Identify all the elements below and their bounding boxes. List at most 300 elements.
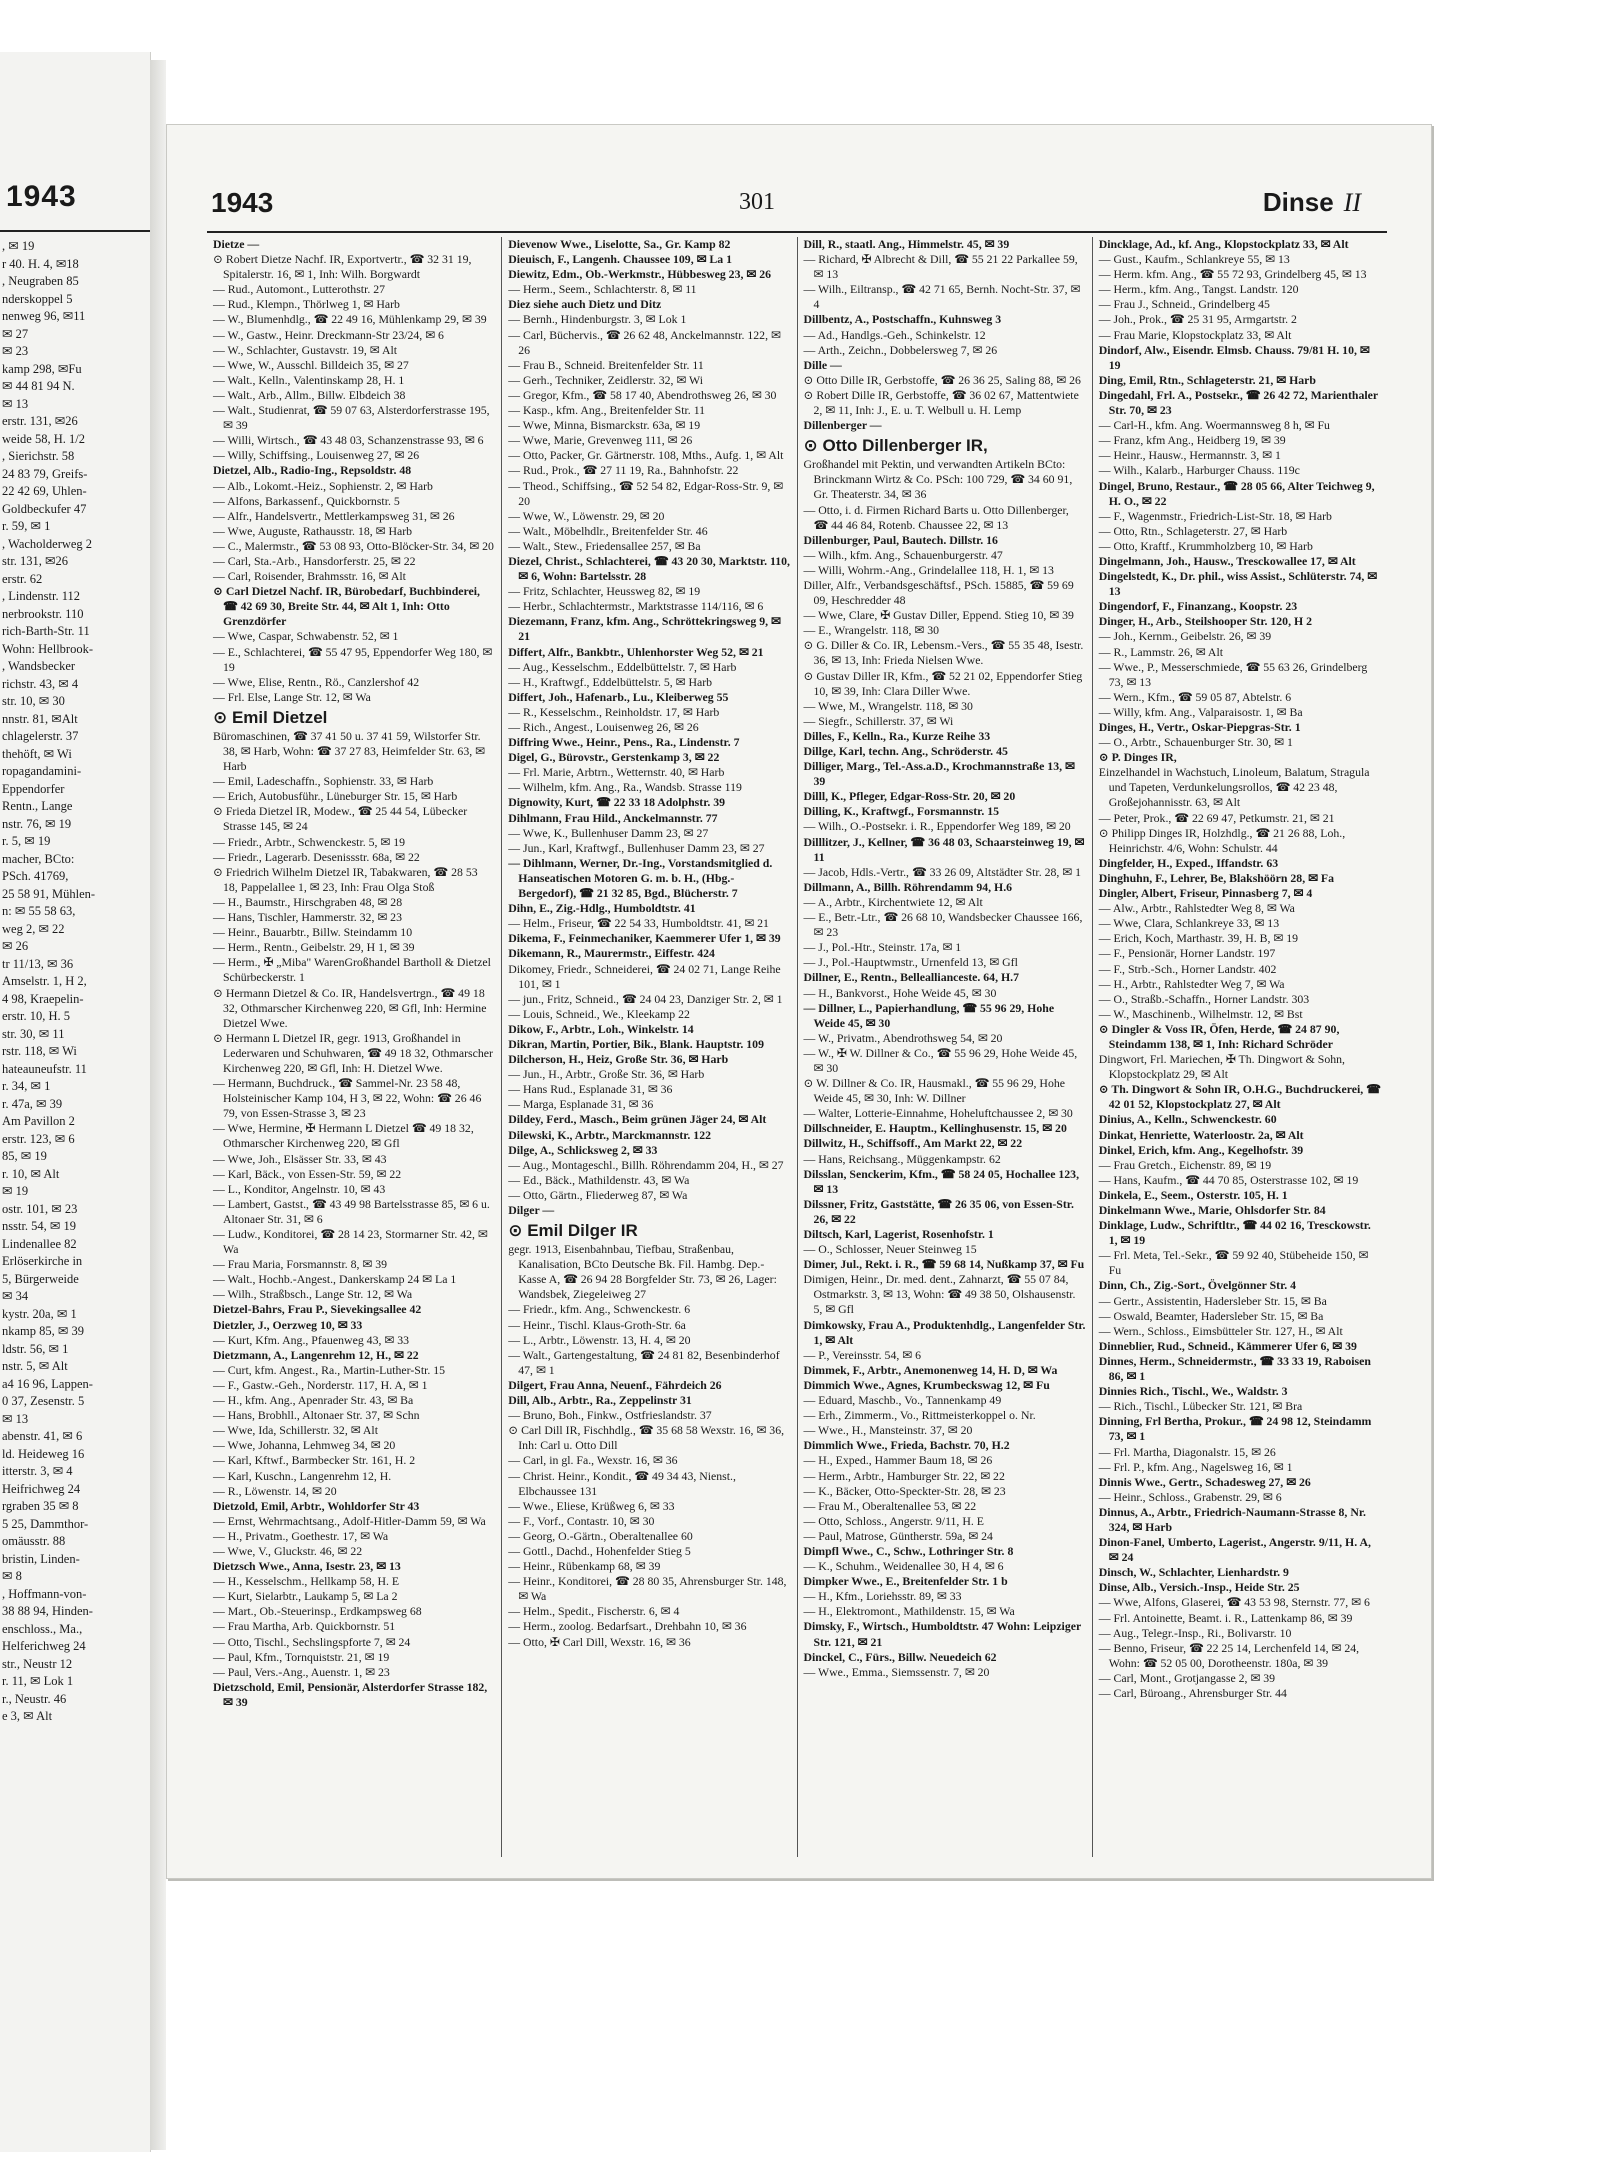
directory-entry: Dildey, Ferd., Masch., Beim grünen Jäger 24, ✉ Alt: [508, 1112, 767, 1127]
directory-entry: — R., Lammstr. 26, ✉ Alt: [1098, 644, 1224, 659]
directory-entry: Dillwitz, H., Schiffsoff., Am Markt 22, ✉ 22: [803, 1136, 1023, 1151]
directory-entry: — H., Kraftwgf., Eddelbüttelstr. 5, ✉ Harb: [508, 674, 713, 689]
directory-entry: — Gust., Kaufm., Schlankreye 55, ✉ 13: [1098, 252, 1290, 267]
directory-entry: — Alfons, Barkassenf., Quickbornstr. 5: [213, 493, 400, 508]
directory-entry: Dietzler, J., Oerzweg 10, ✉ 33: [213, 1317, 363, 1332]
directory-entry: — Rich., Tischl., Lübecker Str. 121, ✉ Bra: [1098, 1399, 1303, 1414]
directory-entry: — Wwe, Joh., Elsässer Str. 33, ✉ 43: [213, 1151, 387, 1166]
directory-entry: — Frl. Meta, Tel.-Sekr., ☎ 59 92 40, Stübeheide 150, ✉ Fu: [1098, 1248, 1369, 1278]
directory-entry: — Carl, Büchervis., ☎ 26 62 48, Anckelmannstr. 122, ✉ 26: [508, 327, 781, 357]
directory-entry: — F., Strb.-Sch., Horner Landstr. 402: [1098, 961, 1277, 976]
directory-entry: ⊙ G. Diller & Co. IR, Lebensm.-Vers., ☎ 55 35 48, Isestr. 36, ✉ 13, Inh: Frieda Nielsen Wwe.: [803, 638, 1084, 668]
previous-page-line: hateauneufstr. 11: [2, 1061, 87, 1076]
previous-page-line: ✉ 8: [2, 1569, 22, 1583]
directory-entry: — H., Baumstr., Hirschgraben 48, ✉ 28: [213, 894, 403, 909]
previous-page-lines: [2, 238, 148, 1726]
directory-entry: Dimsky, F., Wirtsch., Humboldtstr. 47 Wohn: Leipziger Str. 121, ✉ 21: [803, 1619, 1081, 1649]
directory-entry: — Wwe., P., Messerschmiede, ☎ 55 63 26, Grindelberg 73, ✉ 13: [1098, 659, 1368, 689]
directory-entry: — Carl, Sta.-Arb., Hansdorferstr. 25, ✉ 22: [213, 553, 416, 568]
directory-entry: Dillschneider, E. Hauptm., Kellinghusenstr. 15, ✉ 20: [803, 1121, 1067, 1136]
directory-entry: ⊙ W. Dillner & Co. IR, Hausmakl., ☎ 55 96 29, Hohe Weide 45, ✉ 30, Inh: W. Dillner: [803, 1076, 1065, 1106]
directory-entry: — Joh., Kernm., Geibelstr. 26, ✉ 39: [1098, 629, 1272, 644]
directory-entry: Dimmek, F., Arbtr., Anemonenweg 14, H. D, ✉ Wa: [803, 1362, 1058, 1377]
directory-entry: — Gottl., Dachd., Hohenfelder Stieg 5: [508, 1543, 691, 1558]
previous-page-line: r. 11, ✉ Lok 1: [2, 1674, 74, 1688]
directory-entry: — Walter, Lotterie-Einnahme, Hoheluftchaussee 2, ✉ 30: [803, 1106, 1073, 1121]
directory-entry: Diltsch, Karl, Lagerist, Rosenhofstr. 1: [803, 1227, 994, 1241]
directory-entry: — Frau Martha, Arb. Quickbornstr. 51: [213, 1619, 396, 1634]
previous-page-line: r. 59, ✉ 1: [2, 519, 51, 533]
directory-column-1: [207, 237, 501, 1857]
directory-entry: — Frl. P., kfm. Ang., Nagelsweg 16, ✉ 1: [1098, 1459, 1293, 1474]
directory-entry: — Wern., Schloss., Eimsbütteler Str. 127, H., ✉ Alt: [1098, 1323, 1343, 1338]
directory-entry: Diezemann, Franz, kfm. Ang., Schröttekringsweg 9, ✉ 21: [508, 614, 781, 644]
directory-entry: — R., Kesselschm., Reinholdstr. 17, ✉ Harb: [508, 704, 720, 719]
directory-entry: — Herm., Arbtr., Hamburger Str. 22, ✉ 22: [803, 1468, 1005, 1483]
directory-entry: — Herm., kfm. Ang., Tangst. Landstr. 120: [1098, 282, 1299, 297]
directory-entry: — Frau M., Oberaltenallee 53, ✉ 22: [803, 1498, 977, 1513]
directory-entry: — Wwe, Ida, Schillerstr. 32, ✉ Alt: [213, 1423, 378, 1438]
directory-entry: — Otto, Packer, Gr. Gärtnerstr. 108, Mths., Aufg. 1, ✉ Alt: [508, 448, 784, 463]
previous-page-line: , Neugraben 85: [2, 274, 79, 288]
previous-page-line: nstr. 5, ✉ Alt: [2, 1359, 68, 1373]
directory-entry: — Friedr., Arbtr., Schwenckestr. 5, ✉ 19: [213, 834, 406, 849]
directory-entry: — Wwe, W., Ausschl. Billdeich 35, ✉ 27: [213, 357, 409, 372]
page-header: [167, 187, 1431, 227]
directory-entry: Dingendorf, F., Finanzang., Koopstr. 23: [1098, 599, 1298, 614]
directory-entry: — Marga, Esplanade 31, ✉ 36: [508, 1097, 654, 1112]
directory-entry: — Benno, Friseur, ☎ 22 25 14, Lerchenfeld 14, ✉ 24, Wohn: ☎ 52 05 00, Dorotheenstr. 180a, ✉ 39: [1098, 1640, 1360, 1670]
directory-entry: — F., Gastw.-Geh., Norderstr. 117, H. A, ✉ 1: [213, 1377, 428, 1392]
directory-entry: Großhandel mit Pektin, und verwandten Artikeln BCto: Brinckmann Wirtz & Co. PSch: 100 729, ☎ 34 60 91, Gr. Theaterstr. 34, ✉ 36: [803, 457, 1073, 502]
directory-entry: — Paul, Kfm., Tornquiststr. 21, ✉ 19: [213, 1649, 390, 1664]
header-year: 1943: [211, 187, 274, 218]
previous-page-line: r., Neustr. 46: [2, 1691, 67, 1706]
directory-entry: ⊙ Robert Dille IR, Gerbstoffe, ☎ 36 02 67, Mattentwiete 2, ✉ 11, Inh: J., E. u. T. Welbull u. H. Lemp: [803, 387, 1079, 418]
directory-entry: — W., Maschinenb., Wilhelmstr. 12, ✉ Bst: [1098, 1006, 1303, 1021]
directory-entry: Dilgert, Frau Anna, Neuenf., Fährdeich 26: [508, 1377, 722, 1392]
directory-entry: — Herm., zoolog. Bedarfsart., Drehbahn 10, ✉ 36: [508, 1619, 747, 1634]
directory-entry: — Herm., Rentn., Geibelstr. 29, H 1, ✉ 39: [213, 940, 415, 955]
directory-entry: gegr. 1913, Eisenbahnbau, Tiefbau, Straßenbau, Kanalisation, BCto Deutsche Bk. Fil. Hambg. Dep.-Kasse A, ☎ 26 94 28 Borgfelder Str. 73, ✉ 26, Lager: Wandsbek, Ziegeleiweg 27: [508, 1242, 777, 1302]
directory-entry: — H., Arbtr., Rahlstedter Weg 7, ✉ Wa: [1098, 976, 1285, 991]
directory-entry: — O., Straßb.-Schaffn., Horner Landstr. 303: [1098, 991, 1310, 1006]
directory-entry: — Wwe., H., Mansteinstr. 37, ✉ 20: [803, 1423, 973, 1438]
directory-entry: — Erich, Koch, Marthastr. 39, H. B, ✉ 19: [1098, 931, 1299, 946]
directory-entry: — Frau Gretch., Eichenstr. 89, ✉ 19: [1098, 1157, 1272, 1172]
directory-entry: — Heinr., Rübenkamp 68, ✉ 39: [508, 1559, 661, 1574]
directory-entry: — Hans, Reichsang., Müggenkampstr. 62: [803, 1151, 1001, 1166]
directory-entry: Dillmann, A., Billh. Röhrendamm 94, H.6: [803, 879, 1013, 894]
previous-page-line: ostr. 101, ✉ 23: [2, 1201, 78, 1216]
directory-entry: — Franz, kfm Ang., Heidberg 19, ✉ 39: [1098, 433, 1286, 448]
directory-entry: — R., Löwenstr. 14, ✉ 20: [213, 1483, 337, 1498]
previous-page-line: Erlöserkirche in: [2, 1254, 83, 1268]
directory-entry: — H., kfm. Ang., Apenrader Str. 43, ✉ Ba: [213, 1393, 414, 1408]
header-volume: II: [1343, 188, 1361, 217]
directory-entry: — Ad., Handlgs.-Geh., Schinkelstr. 12: [803, 327, 986, 342]
directory-entry: — Alb., Lokomt.-Heiz., Sophienstr. 2, ✉ Harb: [213, 478, 433, 493]
previous-page-line: 22 42 69, Uhlen-: [2, 484, 87, 498]
directory-entry: — Wilh., Eiltransp., ☎ 42 71 65, Bernh. Nocht-Str. 37, ✉ 4: [803, 282, 1081, 312]
directory-entry: Diezel, Christ., Schlachterei, ☎ 43 20 30, Marktstr. 110, ✉ 6, Wohn: Bartelsstr. 28: [508, 553, 790, 584]
directory-entry: — Eduard, Maschb., Vo., Tannenkamp 49: [803, 1393, 1002, 1408]
directory-entry: — E., Schlachterei, ☎ 55 47 95, Eppendorfer Weg 180, ✉ 19: [213, 644, 493, 674]
directory-entry: Diewitz, Edm., Ob.-Werkmstr., Hübbesweg 23, ✉ 26: [508, 267, 772, 282]
directory-entry: Dingedahl, Frl. A., Postsekr., ☎ 26 42 72, Marienthaler Str. 70, ✉ 23: [1098, 387, 1378, 418]
directory-entry: — Erh., Zimmerm., Vo., Rittmeisterkoppel o. Nr.: [803, 1408, 1036, 1423]
previous-page-line: 4 98, Kraepelin-: [2, 991, 84, 1006]
previous-page-line: macher, BCto:: [2, 851, 75, 866]
previous-page-line: erstr. 62: [2, 571, 43, 586]
previous-page-line: , Hoffmann-von-: [2, 1586, 87, 1601]
directory-entry: Dievenow Wwe., Liselotte, Sa., Gr. Kamp 82: [508, 237, 731, 251]
directory-entry: Dinkela, E., Seem., Osterstr. 105, H. 1: [1098, 1187, 1288, 1202]
directory-entry: ⊙ Philipp Dinges IR, Holzhdlg., ☎ 21 26 88, Loh., Heinrichstr. 4/6, Wohn: Schulstr. 44: [1098, 825, 1346, 855]
previous-page-line: a4 16 96, Lappen-: [2, 1376, 93, 1391]
directory-entry: — Dihlmann, Werner, Dr.-Ing., Vorstandsmitglied d. Hanseatischen Motoren G. m. b. H., (Hbg.-Bergedorf), ☎ 21 32 85, Bgd., Blücherstr. 7: [508, 855, 773, 901]
directory-entry: — Wwe., Emma., Siemssenstr. 7, ✉ 20: [803, 1664, 990, 1679]
directory-entry: Dimpker Wwe., E., Breitenfelder Str. 1 b: [803, 1574, 1008, 1589]
directory-entry: — Otto, Rtn., Schlageterstr. 27, ✉ Harb: [1098, 523, 1288, 538]
directory-entry: — Willi, Wohrm.-Ang., Grindelallee 118, H. 1, ✉ 13: [803, 562, 1054, 577]
directory-entry: — Friedr., kfm. Ang., Schwenckestr. 6: [508, 1302, 691, 1317]
directory-entry: — K., Bäcker, Otto-Speckter-Str. 28, ✉ 23: [803, 1483, 1006, 1498]
directory-entry: — Wwe, Johanna, Lehmweg 34, ✉ 20: [213, 1438, 396, 1453]
directory-entry: — Wwe, Hermine, ✠ Hermann L Dietzel ☎ 49 18 32, Othmarscher Kirchenweg 220, ✉ Gfl: [213, 1121, 474, 1151]
previous-page-line: nderskoppel 5: [2, 291, 73, 306]
directory-entry: — Aug., Kesselschm., Eddelbüttelstr. 7, ✉ Harb: [508, 659, 737, 674]
directory-entry: Dilger —: [508, 1203, 555, 1217]
directory-entry: — L., Konditor, Angelnstr. 10, ✉ 43: [213, 1181, 386, 1196]
directory-entry: — Lambert, Gastst., ☎ 43 49 98 Bartelsstrasse 85, ✉ 6 u. Altonaer Str. 31, ✉ 6: [213, 1196, 490, 1226]
directory-entry: — Heinr., Bauarbtr., Billw. Steindamm 10: [213, 925, 413, 940]
previous-page-line: ✉ 26: [2, 939, 29, 953]
directory-entry: Dimkowsky, Frau A., Produktenhdlg., Langenfelder Str. 1, ✉ Alt: [803, 1317, 1086, 1347]
previous-page-line: nkamp 85, ✉ 39: [2, 1324, 84, 1338]
directory-entry: — Walt., Studienrat, ☎ 59 07 63, Alsterdorferstrasse 195, ✉ 39: [213, 403, 490, 433]
directory-entry: — Fritz, Schlachter, Heussweg 82, ✉ 19: [508, 584, 701, 599]
directory-entry: Dinnis Wwe., Gertr., Schadesweg 27, ✉ 26: [1098, 1474, 1311, 1489]
directory-entry: — Joh., Prok., ☎ 25 31 95, Armgartstr. 2: [1098, 312, 1297, 327]
directory-entry: — Herm. kfm. Ang., ☎ 55 72 93, Grindelberg 45, ✉ 13: [1098, 267, 1367, 282]
directory-entry: — Frau Maria, Forsmannstr. 8, ✉ 39: [213, 1257, 388, 1272]
directory-entry: — W., Schlachter, Gustavstr. 19, ✉ Alt: [213, 342, 398, 357]
directory-entry: — Rud., Klempn., Thörlweg 1, ✉ Harb: [213, 297, 400, 312]
directory-entry: ⊙ Robert Dietze Nachf. IR, Exportvertr., ☎ 32 31 19, Spitalerstr. 16, ✉ 1, Inh: Wilh. Borgwardt: [213, 252, 472, 282]
previous-page-line: rgraben 35 ✉ 8: [2, 1499, 79, 1513]
previous-page-line: enschloss., Ma.,: [2, 1621, 83, 1636]
directory-entry: — H., Exped., Hammer Baum 18, ✉ 26: [803, 1453, 993, 1468]
directory-entry: — Otto, ✠ Carl Dill, Wexstr. 16, ✉ 36: [508, 1634, 691, 1649]
directory-entry: Dingelmann, Joh., Hausw., Tresckowallee 17, ✉ Alt: [1098, 553, 1356, 568]
directory-entry: — Bruno, Boh., Finkw., Ostfrieslandstr. 37: [508, 1408, 712, 1423]
directory-entry: — Willy, Schiffsing., Louisenweg 27, ✉ 26: [213, 448, 420, 463]
directory-entry: — Richard, ✠ Albrecht & Dill, ☎ 55 21 22 Parkallee 59, ✉ 13: [803, 252, 1078, 282]
directory-entry: Dietzsch Wwe., Anna, Isestr. 23, ✉ 13: [213, 1559, 401, 1574]
directory-entry: Dincklage, Ad., kf. Ang., Klopstockplatz 33, ✉ Alt: [1098, 237, 1349, 251]
directory-entry: Dinkel, Erich, kfm. Ang., Kegelhofstr. 39: [1098, 1142, 1304, 1157]
directory-entry: Büromaschinen, ☎ 37 41 50 u. 37 41 59, Wilstorfer Str. 38, ✉ Harb, Wohn: ☎ 37 27 83, Heimfelder Str. 63, ✉ Harb: [213, 728, 485, 774]
directory-entry: — Kasp., kfm. Ang., Breitenfelder Str. 11: [508, 403, 706, 418]
directory-entry: Dillge, Karl, techn. Ang., Schröderstr. 45: [803, 744, 1008, 758]
directory-entry: Dinklage, Ludw., Schriftltr., ☎ 44 02 16, Tresckowstr. 1, ✉ 19: [1098, 1218, 1371, 1248]
directory-entry: — Hans, Tischler, Hammerstr. 32, ✉ 23: [213, 910, 402, 925]
directory-entry: — Gregor, Kfm., ☎ 58 17 40, Abendrothsweg 26, ✉ 30: [508, 387, 777, 402]
directory-entry: — Alfr., Handelsvertr., Mettlerkampsweg 31, ✉ 26: [213, 508, 455, 523]
directory-entry: Dill, R., staatl. Ang., Himmelstr. 45, ✉ 39: [803, 237, 1010, 251]
directory-entry: — Carl, Büroang., Ahrensburger Str. 44: [1098, 1686, 1287, 1700]
previous-page-line: erstr. 123, ✉ 6: [2, 1131, 75, 1146]
previous-page-line: weg 2, ✉ 22: [2, 921, 65, 936]
directory-entry: — J., Pol.-Hauptwmstr., Urnenfeld 13, ✉ Gfl: [803, 955, 1018, 970]
directory-entry: Dilsslan, Senckerim, Kfm., ☎ 58 24 05, Hochallee 123, ✉ 13: [803, 1166, 1080, 1196]
previous-page-line: , ✉ 19: [2, 239, 35, 253]
directory-entry: Dinning, Frl Bertha, Prokur., ☎ 24 98 12, Steindamm 73, ✉ 1: [1098, 1414, 1372, 1444]
directory-entry: — J., Pol.-Htr., Steinstr. 17a, ✉ 1: [803, 940, 962, 955]
directory-entry: Dille —: [803, 357, 842, 372]
directory-entry: — Wwe, W., Löwenstr. 29, ✉ 20: [508, 508, 665, 523]
directory-entry: Dingler, Albert, Friseur, Pinnasberg 7, ✉ 4: [1098, 886, 1313, 901]
directory-entry: — Paul, Matrose, Güntherstr. 59a, ✉ 24: [803, 1528, 993, 1543]
directory-entry: — H., Kesselschm., Hellkamp 58, H. E: [213, 1574, 400, 1589]
previous-page-line: erstr. 131, ✉26: [2, 414, 78, 428]
directory-entry: ⊙ Carl Dill IR, Fischhdlg., ☎ 35 68 58 Wexstr. 16, ✉ 36, Inh: Carl u. Otto Dill: [508, 1423, 785, 1453]
directory-entry: — Peter, Prok., ☎ 22 69 47, Petkumstr. 21, ✉ 21: [1098, 810, 1335, 825]
directory-entry: Dindorf, Alw., Eisendr. Elmsb. Chauss. 79/81 H. 10, ✉ 19: [1098, 342, 1370, 372]
directory-entry: — Wern., Kfm., ☎ 59 05 87, Abtelstr. 6: [1098, 689, 1292, 704]
directory-entry: Dingwort, Frl. Mariechen, ✠ Th. Dingwort & Sohn, Klopstockplatz 29, ✉ Alt: [1098, 1052, 1345, 1082]
directory-entry: — Walt., Arb., Allm., Billw. Elbdeich 38: [213, 387, 406, 402]
directory-entry: Dieuisch, F., Langenh. Chaussee 109, ✉ La 1: [508, 252, 733, 267]
previous-page-line: n: ✉ 55 58 63,: [2, 904, 76, 918]
directory-entry: — F., Vorf., Contastr. 10, ✉ 30: [508, 1513, 655, 1528]
directory-column-3: [797, 237, 1092, 1857]
directory-entry: — Herm., Seem., Schlachterstr. 8, ✉ 11: [508, 282, 697, 297]
directory-entry: — jun., Fritz, Schneid., ☎ 24 04 23, Danziger Str. 2, ✉ 1: [508, 991, 783, 1006]
directory-entry: Dinghuhn, F., Lehrer, Be, Blakshöörn 28, ✉ Fa: [1098, 870, 1335, 885]
directory-entry: ⊙ Friedrich Wilhelm Dietzel IR, Tabakwaren, ☎ 28 53 18, Pappelallee 1, ✉ 23, Inh: Frau Olga Stoß: [213, 864, 478, 894]
directory-entry: Diller, Alfr., Verbandsgeschäftsf., PSch. 15885, ☎ 59 69 09, Heschredder 48: [803, 577, 1074, 608]
directory-entry: Dikow, F., Arbtr., Loh., Winkelstr. 14: [508, 1021, 694, 1036]
directory-entry: Dill, Alb., Arbtr., Ra., Zeppelinstr 31: [508, 1393, 692, 1408]
directory-entry: — Erich, Autobusführ., Lüneburger Str. 15, ✉ Harb: [213, 789, 458, 804]
directory-entry: Dimigen, Heinr., Dr. med. dent., Zahnarzt, ☎ 55 07 84, Ostmarkstr. 3, ✉ 13, Wohn: ☎ 49 38 50, Olshausenstr. 5, ✉ Gfl: [803, 1272, 1076, 1317]
previous-page-line: nsstr. 54, ✉ 19: [2, 1219, 77, 1233]
directory-entry: Dietzel, Alb., Radio-Ing., Repsoldstr. 48: [213, 463, 412, 478]
directory-entry: Dimer, Jul., Rekt. i. R., ☎ 59 68 14, Nußkamp 37, ✉ Fu: [803, 1257, 1085, 1272]
directory-entry: — E., Wrangelstr. 118, ✉ 30: [803, 623, 940, 638]
directory-entry: Dillenberger —: [803, 418, 882, 433]
directory-entry: Dinckel, C., Fürs., Billw. Neuedeich 62: [803, 1649, 997, 1664]
directory-entry: Dilcherson, H., Heiz, Große Str. 36, ✉ Harb: [508, 1052, 729, 1067]
directory-entry: — Dillner, L., Papierhandlung, ☎ 55 96 29, Hohe Weide 45, ✉ 30: [803, 1000, 1055, 1030]
previous-page-line: , Lindenstr. 112: [2, 589, 81, 603]
directory-entry: Digel, G., Bürovstr., Gerstenkamp 3, ✉ 22: [508, 750, 720, 765]
directory-entry: Ding, Emil, Rtn., Schlageterstr. 21, ✉ Harb: [1098, 372, 1316, 387]
directory-page: [166, 124, 1432, 1879]
directory-entry: — H., Privatm., Goethestr. 17, ✉ Wa: [213, 1528, 389, 1543]
directory-entry: — Wwe, Alfons, Glaserei, ☎ 43 53 98, Sternstr. 77, ✉ 6: [1098, 1595, 1370, 1610]
previous-page-line: e 3, ✉ Alt: [2, 1709, 53, 1723]
directory-entry: Dinn, Ch., Zig.-Sort., Övelgönner Str. 4: [1098, 1278, 1297, 1293]
previous-page-line: weide 58, H. 1/2: [2, 431, 85, 446]
previous-page-line: kamp 298, ✉Fu: [2, 361, 82, 376]
directory-entry: — Wwe, M., Wrangelstr. 118, ✉ 30: [803, 698, 973, 713]
previous-page-line: ✉ 44 81 94 N.: [2, 379, 75, 393]
directory-entry: — Herbr., Schlachtermstr., Marktstrasse 114/116, ✉ 6: [508, 599, 764, 614]
previous-page-line: r. 47a, ✉ 39: [2, 1096, 63, 1111]
previous-page-line: rstr. 118, ✉ Wi: [2, 1044, 77, 1058]
previous-page-line: str. 10, ✉ 30: [2, 694, 65, 708]
directory-entry: — Heinr., Hausw., Hermannstr. 3, ✉ 1: [1098, 448, 1281, 463]
directory-entry: — Ludw., Konditorei, ☎ 28 14 23, Stormarner Str. 42, ✉ Wa: [213, 1227, 488, 1257]
directory-entry: — Wilh., Straßbsch., Lange Str. 12, ✉ Wa: [213, 1287, 413, 1302]
previous-page-line: ldstr. 56, ✉ 1: [2, 1341, 69, 1356]
directory-entry: Dilge, A., Schlicksweg 2, ✉ 33: [508, 1142, 658, 1157]
previous-page-line: r. 34, ✉ 1: [2, 1079, 51, 1093]
previous-page-line: chlagelerstr. 37: [2, 729, 79, 743]
directory-entry: Dinneblier, Rud., Schneid., Kämmerer Ufer 6, ✉ 39: [1098, 1338, 1357, 1353]
previous-page-line: Lindenallee 82: [2, 1236, 77, 1251]
previous-page-line: rich-Barth-Str. 11: [2, 624, 90, 638]
directory-columns: [207, 237, 1387, 1857]
directory-entry: Dietzel-Bahrs, Frau P., Sievekingsallee 42: [213, 1302, 422, 1317]
directory-entry: Dilll, K., Pfleger, Edgar-Ross-Str. 20, ✉ 20: [803, 789, 1016, 804]
previous-page-line: 25 58 91, Mühlen-: [2, 886, 96, 901]
directory-entry: — F., Pensionär, Horner Landstr. 197: [1098, 946, 1276, 961]
previous-page-line: 0 37, Zesenstr. 5: [2, 1394, 85, 1408]
directory-entry: — Karl, Bäck., von Essen-Str. 59, ✉ 22: [213, 1166, 402, 1181]
directory-entry: Dikema, F., Feinmechaniker, Kaemmerer Ufer 1, ✉ 39: [508, 931, 781, 946]
directory-entry: — Aug., Telegr.-Insp., Ri., Bolivarstr. 10: [1098, 1625, 1292, 1640]
previous-page-line: itterstr. 3, ✉ 4: [2, 1464, 73, 1478]
directory-entry: Dinse, Alb., Versich.-Insp., Heide Str. 25: [1098, 1580, 1300, 1595]
directory-entry: — Bernh., Hindenburgstr. 3, ✉ Lok 1: [508, 312, 687, 327]
directory-entry: — W., ✠ W. Dillner & Co., ☎ 55 96 29, Hohe Weide 45, ✉ 30: [803, 1045, 1078, 1075]
directory-entry: Dillner, E., Rentn., Belleallianceste. 64, H.7: [803, 970, 1020, 985]
directory-entry: Dietzold, Emil, Arbtr., Wohldorfer Str 43: [213, 1498, 420, 1513]
previous-page-line: abenstr. 41, ✉ 6: [2, 1429, 83, 1443]
directory-entry: Dingelstedt, K., Dr. phil., wiss Assist., Schlüterstr. 74, ✉ 13: [1098, 569, 1378, 599]
directory-entry: — Wwe, Elise, Rentn., Rö., Canzlershof 42: [213, 674, 420, 689]
previous-page-line: erstr. 10, H. 5: [2, 1009, 71, 1023]
previous-page-line: nenweg 96, ✉11: [2, 309, 86, 323]
previous-page-line: Helferichweg 24: [2, 1639, 86, 1653]
directory-entry: — Willi, Wirtsch., ☎ 43 48 03, Schanzenstrasse 93, ✉ 6: [213, 433, 484, 448]
directory-entry: — Carl-H., kfm. Ang. Woermannsweg 8 h, ✉ Fu: [1098, 418, 1330, 433]
directory-entry: Dinon-Fanel, Umberto, Lagerist., Angerstr. 9/11, H. A, ✉ 24: [1098, 1535, 1371, 1565]
directory-entry: ⊙ P. Dinges IR,: [1098, 750, 1177, 765]
directory-entry: — Frl. Antoinette, Beamt. i. R., Lattenkamp 86, ✉ 39: [1098, 1610, 1353, 1625]
directory-entry: — Hans, Kaufm., ☎ 44 70 85, Osterstrasse 102, ✉ 19: [1098, 1172, 1359, 1187]
directory-entry: — A., Arbtr., Kirchentwiete 12, ✉ Alt: [803, 894, 983, 909]
directory-entry: — K., Schuhm., Weidenallee 30, H 4, ✉ 6: [803, 1559, 1004, 1574]
previous-page-year: 1943: [6, 180, 77, 213]
directory-entry: Dilliger, Marg., Tel.-Ass.a.D., Krochmannstraße 13, ✉ 39: [803, 759, 1075, 789]
directory-entry: Differt, Alfr., Bankbtr., Uhlenhorster Weg 52, ✉ 21: [508, 644, 764, 659]
directory-entry: — Karl, Kuschn., Langenrehm 12, H.: [213, 1468, 392, 1483]
directory-entry: — Friedr., Lagerarb. Desenissstr. 68a, ✉ 22: [213, 849, 420, 864]
directory-entry: Dikemann, R., Maurermstr., Eiffestr. 424: [508, 946, 715, 961]
directory-entry: — Heinr., Schloss., Grabenstr. 29, ✉ 6: [1098, 1489, 1282, 1504]
directory-entry: Dinkelmann Wwe., Marie, Ohlsdorfer Str. 84: [1098, 1203, 1326, 1217]
directory-entry: Dietzmann, A., Langenrehm 12, H., ✉ 22: [213, 1347, 419, 1362]
directory-entry: — Wilh., O.-Postsekr. i. R., Eppendorfer Weg 189, ✉ 20: [803, 819, 1071, 834]
directory-entry: Dinkat, Henriette, Waterloostr. 2a, ✉ Alt: [1098, 1127, 1304, 1142]
directory-entry: Dietzschold, Emil, Pensionär, Alsterdorfer Strasse 182, ✉ 39: [213, 1679, 488, 1709]
directory-entry: Diez siehe auch Dietz und Ditz: [508, 297, 662, 312]
previous-page-line: omäusstr. 88: [2, 1534, 66, 1548]
directory-entry: Dinger, H., Arb., Steilshooper Str. 120, H 2: [1098, 614, 1312, 629]
previous-page-line: ld. Heideweg 16: [2, 1446, 85, 1461]
directory-entry: — Alw., Arbtr., Rahlstedter Weg 8, ✉ Wa: [1098, 901, 1295, 916]
directory-entry: — Gerh., Techniker, Zeidlerstr. 32, ✉ Wi: [508, 372, 703, 387]
directory-entry: Dillenburger, Paul, Bautech. Dillstr. 16: [803, 532, 998, 547]
directory-entry: — W., Blumenhdlg., ☎ 22 49 16, Mühlenkamp 29, ✉ 39: [213, 312, 487, 327]
directory-entry: — F., Wagenmstr., Friedrich-List-Str. 18, ✉ Harb: [1098, 508, 1332, 523]
previous-page-line: richstr. 43, ✉ 4: [2, 676, 79, 691]
directory-entry: Dikran, Martin, Portier, Bik., Blank. Hauptstr. 109: [508, 1036, 764, 1051]
directory-entry: Dimpfl Wwe., C., Schw., Lothringer Str. 8: [803, 1543, 1014, 1558]
previous-page-line: PSch. 41769,: [2, 869, 69, 883]
directory-entry: — Wwe, Clara, Schlankreye 33, ✉ 13: [1098, 916, 1280, 931]
directory-entry: ⊙ Dingler & Voss IR, Öfen, Herde, ☎ 24 87 90, Steindamm 138, ✉ 1, Inh: Richard Schröder: [1098, 1021, 1340, 1051]
header-range-text: Dinse: [1262, 187, 1334, 217]
directory-entry: Dingel, Bruno, Restaur., ☎ 28 05 66, Alter Teichweg 9, H. O., ✉ 22: [1098, 478, 1375, 508]
directory-entry: ⊙ Hermann Dietzel & Co. IR, Handelsvertrgn., ☎ 49 18 32, Othmarscher Kirchenweg 220, ✉ Gfl, Inh: Hermine Dietzel Wwe.: [213, 985, 487, 1030]
directory-entry: — Otto, i. d. Firmen Richard Barts u. Otto Dillenberger, ☎ 44 46 84, Rotenb. Chaussee 22, ✉ 13: [803, 502, 1069, 532]
directory-entry: — Walt., Kelln., Valentinskamp 28, H. 1: [213, 372, 405, 387]
previous-page-line: ✉ 34: [2, 1289, 29, 1303]
directory-entry: Dietze —: [213, 237, 260, 251]
directory-entry: — C., Malermstr., ☎ 53 08 93, Otto-Blöcker-Str. 34, ✉ 20: [213, 538, 494, 553]
directory-entry: Dimmich Wwe., Agnes, Krumbeckswag 12, ✉ Fu: [803, 1377, 1050, 1392]
directory-entry: Dilling, K., Kraftwgf., Forsmannstr. 15: [803, 804, 1000, 819]
previous-page-line: nerbrookstr. 110: [2, 606, 84, 621]
directory-entry: — Emil, Ladeschaffn., Sophienstr. 33, ✉ Harb: [213, 774, 434, 789]
directory-entry: — Kurt, Sielarbtr., Laukamp 5, ✉ La 2: [213, 1589, 398, 1604]
previous-page-line: , Wacholderweg 2: [2, 536, 93, 551]
previous-page-line: nstr. 76, ✉ 19: [2, 816, 72, 831]
directory-entry: — Georg, O.-Gärtn., Oberaltenallee 60: [508, 1528, 693, 1543]
directory-entry: — Rich., Angest., Louisenweg 26, ✉ 26: [508, 720, 699, 734]
directory-entry: — Gertr., Assistentin, Hadersleber Str. 15, ✉ Ba: [1098, 1293, 1327, 1308]
directory-entry: ⊙ Emil Dietzel: [213, 707, 328, 727]
directory-entry: — Paul, Vers.-Ang., Auenstr. 1, ✉ 23: [213, 1664, 390, 1679]
directory-entry: — Hermann, Buchdruck., ☎ Sammel-Nr. 23 58 48, Holsteinischer Kamp 104, H 3, ✉ 22, Wohn: ☎ 26 46 79, von Essen-Strasse 3, ✉ 23: [213, 1076, 482, 1121]
previous-page-line: Eppendorfer: [2, 781, 65, 796]
previous-page-line: str., Neustr 12: [2, 1656, 73, 1671]
header-rule: [207, 231, 1387, 233]
previous-page-line: 5, Bürgerweide: [2, 1271, 79, 1286]
previous-page-line: r 40. H. 4, ✉18: [2, 256, 79, 271]
directory-entry: — Wwe, V., Gluckstr. 46, ✉ 22: [213, 1543, 363, 1558]
previous-page-line: tr 11/13, ✉ 36: [2, 956, 74, 971]
directory-entry: ⊙ Frieda Dietzel IR, Modew., ☎ 25 44 54, Lübecker Strasse 145, ✉ 24: [213, 804, 468, 834]
directory-entry: — Frl. Marie, Arbtrn., Wetternstr. 40, ✉ Harb: [508, 765, 725, 780]
directory-entry: — Otto, Kraftf., Krummholzberg 10, ✉ Harb: [1098, 538, 1313, 553]
previous-page-fragment: [0, 52, 151, 2152]
directory-entry: Dihn, E., Zig.-Hdlg., Humboldtstr. 41: [508, 901, 696, 916]
previous-page-line: Goldbeckufer 47: [2, 501, 87, 516]
directory-entry: — L., Arbtr., Löwenstr. 13, H. 4, ✉ 20: [508, 1332, 691, 1347]
previous-page-line: ✉ 13: [2, 396, 29, 411]
previous-page-line: ✉ 19: [2, 1184, 29, 1198]
directory-column-4: [1092, 237, 1387, 1857]
directory-entry: — H., Kfm., Loriehsstr. 89, ✉ 33: [803, 1589, 962, 1604]
directory-entry: ⊙ Gustav Diller IR, Kfm., ☎ 52 21 02, Eppendorfer Stieg 10, ✉ 39, Inh: Clara Diller Wwe.: [803, 668, 1083, 698]
